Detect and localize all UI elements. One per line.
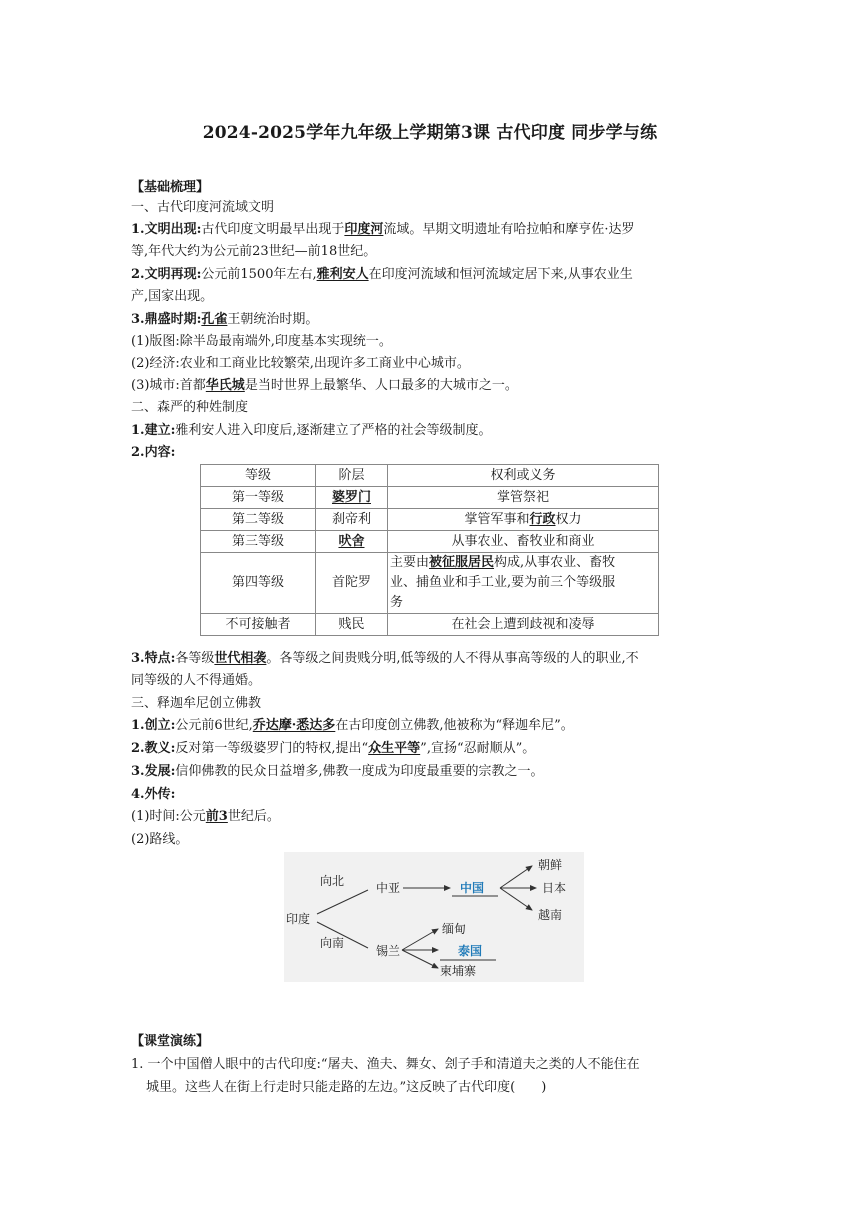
table-cell (388, 553, 659, 614)
table-header: 等级 (201, 465, 316, 487)
table-row (201, 553, 659, 614)
key-term: 乔达摩·悉达多 (252, 718, 336, 733)
buddhism-founding (131, 716, 574, 736)
text: 王朝统治时期。 (227, 312, 319, 327)
table-cell: 掌管祭祀 (388, 487, 659, 509)
civilization-reappear-cont: 产,国家出现。 (131, 289, 214, 304)
label-china: 中国 (460, 881, 485, 895)
text: ”,宣扬“忍耐顺从”。 (420, 741, 536, 756)
question-1 (131, 1055, 640, 1075)
civilization-origin (131, 220, 635, 240)
golden-age (131, 310, 318, 330)
item-label: 3.鼎盛时期: (131, 312, 202, 327)
table-cell: 第三等级 (201, 531, 316, 553)
item-label: 2.教义: (131, 741, 176, 756)
section1-title: 一、古代印度河流域文明 (131, 200, 275, 215)
table-header: 权利或义务 (388, 465, 659, 487)
text: 古代印度文明最早出现于 (201, 222, 345, 237)
label-japan: 日本 (542, 881, 567, 895)
label-north: 向北 (320, 874, 345, 888)
arrow-to-vietnam (500, 888, 532, 910)
table-cell: 贱民 (316, 614, 388, 636)
label-burma: 缅甸 (442, 922, 467, 936)
branch-north (317, 890, 368, 914)
section2-title: 二、森严的种姓制度 (131, 400, 249, 415)
table-header-row (201, 465, 659, 487)
item-label: 1.建立: (131, 423, 176, 438)
text: 掌管军事和 (464, 511, 530, 527)
text: 雅利安人进入印度后,逐渐建立了严格的社会等级制度。 (175, 423, 492, 438)
item-label: 1.创立: (131, 718, 176, 733)
text: 业、捕鱼业和手工业,要为前三个等级服 (390, 575, 616, 590)
caste-table (200, 464, 659, 636)
civilization-origin-cont: 等,年代大约为公元前23世纪—前18世纪。 (131, 244, 377, 259)
table-cell: 第一等级 (201, 487, 316, 509)
text: 世纪后。 (227, 809, 280, 824)
arrow-to-burma (402, 929, 438, 950)
item-label: 3.特点: (131, 651, 176, 666)
item-label: 2.文明再现: (131, 267, 202, 282)
caste-feature-cont: 同等级的人不得通婚。 (131, 673, 262, 688)
label-korea: 朝鲜 (538, 858, 563, 872)
key-term: 众生平等 (368, 741, 421, 756)
text: 权力 (555, 511, 582, 527)
table-row (201, 614, 659, 636)
text: 构成,从事农业、畜牧 (494, 555, 616, 570)
label-central-asia: 中亚 (376, 881, 401, 895)
spread-route-diagram (284, 852, 584, 982)
golden-age-territory: (1)版图:除半岛最南端外,印度基本实现统一。 (131, 334, 392, 349)
key-term: 前3 (205, 809, 228, 824)
key-term: 世代相袭 (214, 651, 267, 666)
label-south: 向南 (320, 936, 345, 950)
label-india: 印度 (286, 912, 311, 926)
key-term: 华氏城 (205, 378, 245, 393)
table-cell (316, 531, 388, 553)
question-1-cont: 城里。这些人在街上行走时只能走路的左边。”这反映了古代印度( ) (146, 1080, 547, 1095)
question-number: 1. (131, 1057, 144, 1072)
text: 流域。早期文明遗址有哈拉帕和摩亨佐·达罗 (383, 222, 635, 237)
table-cell: 首陀罗 (316, 553, 388, 614)
table-cell: 从事农业、畜牧业和商业 (388, 531, 659, 553)
text: 务 (390, 595, 404, 610)
table-header: 阶层 (316, 465, 388, 487)
item-label: 2.内容: (131, 445, 176, 460)
civilization-reappear (131, 265, 633, 285)
text: 是当时世界上最繁华、人口最多的大城市之一。 (244, 378, 518, 393)
page-title: 2024-2025学年九年级上学期第3课 古代印度 同步学与练 (202, 123, 658, 143)
label-thailand: 泰国 (458, 944, 483, 958)
text: 反对第一等级婆罗门的特权,提出“ (175, 741, 369, 756)
key-term: 被征服居民 (429, 555, 495, 570)
buddhism-spread (131, 785, 175, 805)
key-term: 吠舍 (338, 533, 365, 549)
key-term: 行政 (529, 511, 556, 527)
label-sri-lanka: 锡兰 (376, 944, 401, 958)
text: 公元前1500年左右, (201, 267, 317, 282)
key-term: 婆罗门 (331, 489, 371, 505)
arrow-to-cambodia (402, 950, 438, 968)
key-term: 印度河 (344, 222, 384, 237)
label-vietnam: 越南 (538, 908, 563, 922)
table-cell: 第四等级 (201, 553, 316, 614)
text: 。各等级之间贵贱分明,低等级的人不得从事高等级的人的职业,不 (266, 651, 639, 666)
table-cell: 在社会上遭到歧视和凌辱 (388, 614, 659, 636)
table-cell: 第二等级 (201, 509, 316, 531)
section3-title: 三、释迦牟尼创立佛教 (131, 696, 262, 711)
caste-feature (131, 649, 639, 669)
table-cell (388, 509, 659, 531)
text: (1)时间:公元 (131, 809, 206, 824)
caste-content-label (131, 443, 175, 463)
buddhism-development (131, 762, 544, 782)
spread-time (131, 807, 280, 827)
basics-heading: 【基础梳理】 (131, 180, 210, 195)
caste-establish (131, 421, 492, 441)
table-row (201, 509, 659, 531)
text: 公元前6世纪, (175, 718, 253, 733)
buddhism-doctrine (131, 739, 535, 759)
text: 主要由 (390, 555, 430, 570)
key-term: 雅利安人 (316, 267, 369, 282)
question-text: 一个中国僧人眼中的古代印度:“屠夫、渔夫、舞女、刽子手和清道夫之类的人不能住在 (147, 1057, 640, 1072)
item-label: 3.发展: (131, 764, 176, 779)
text: 各等级 (175, 651, 215, 666)
label-cambodia: 柬埔寨 (440, 964, 477, 978)
item-label: 4.外传: (131, 787, 176, 802)
text: 信仰佛教的民众日益增多,佛教一度成为印度最重要的宗教之一。 (175, 764, 544, 779)
table-row (201, 531, 659, 553)
table-cell: 刹帝利 (316, 509, 388, 531)
spread-route: (2)路线。 (131, 832, 189, 847)
text: (3)城市:首都 (131, 378, 206, 393)
key-term: 孔雀 (201, 312, 228, 327)
practice-heading: 【课堂演练】 (131, 1034, 210, 1049)
table-row (201, 487, 659, 509)
arrow-to-korea (500, 866, 532, 888)
text: 在印度河流域和恒河流域定居下来,从事农业生 (368, 267, 633, 282)
table-cell (316, 487, 388, 509)
text: 在古印度创立佛教,他被称为“释迦牟尼”。 (335, 718, 574, 733)
item-label: 1.文明出现: (131, 222, 202, 237)
golden-age-economy: (2)经济:农业和工商业比较繁荣,出现许多工商业中心城市。 (131, 356, 470, 371)
golden-age-city (131, 376, 518, 396)
table-cell: 不可接触者 (201, 614, 316, 636)
